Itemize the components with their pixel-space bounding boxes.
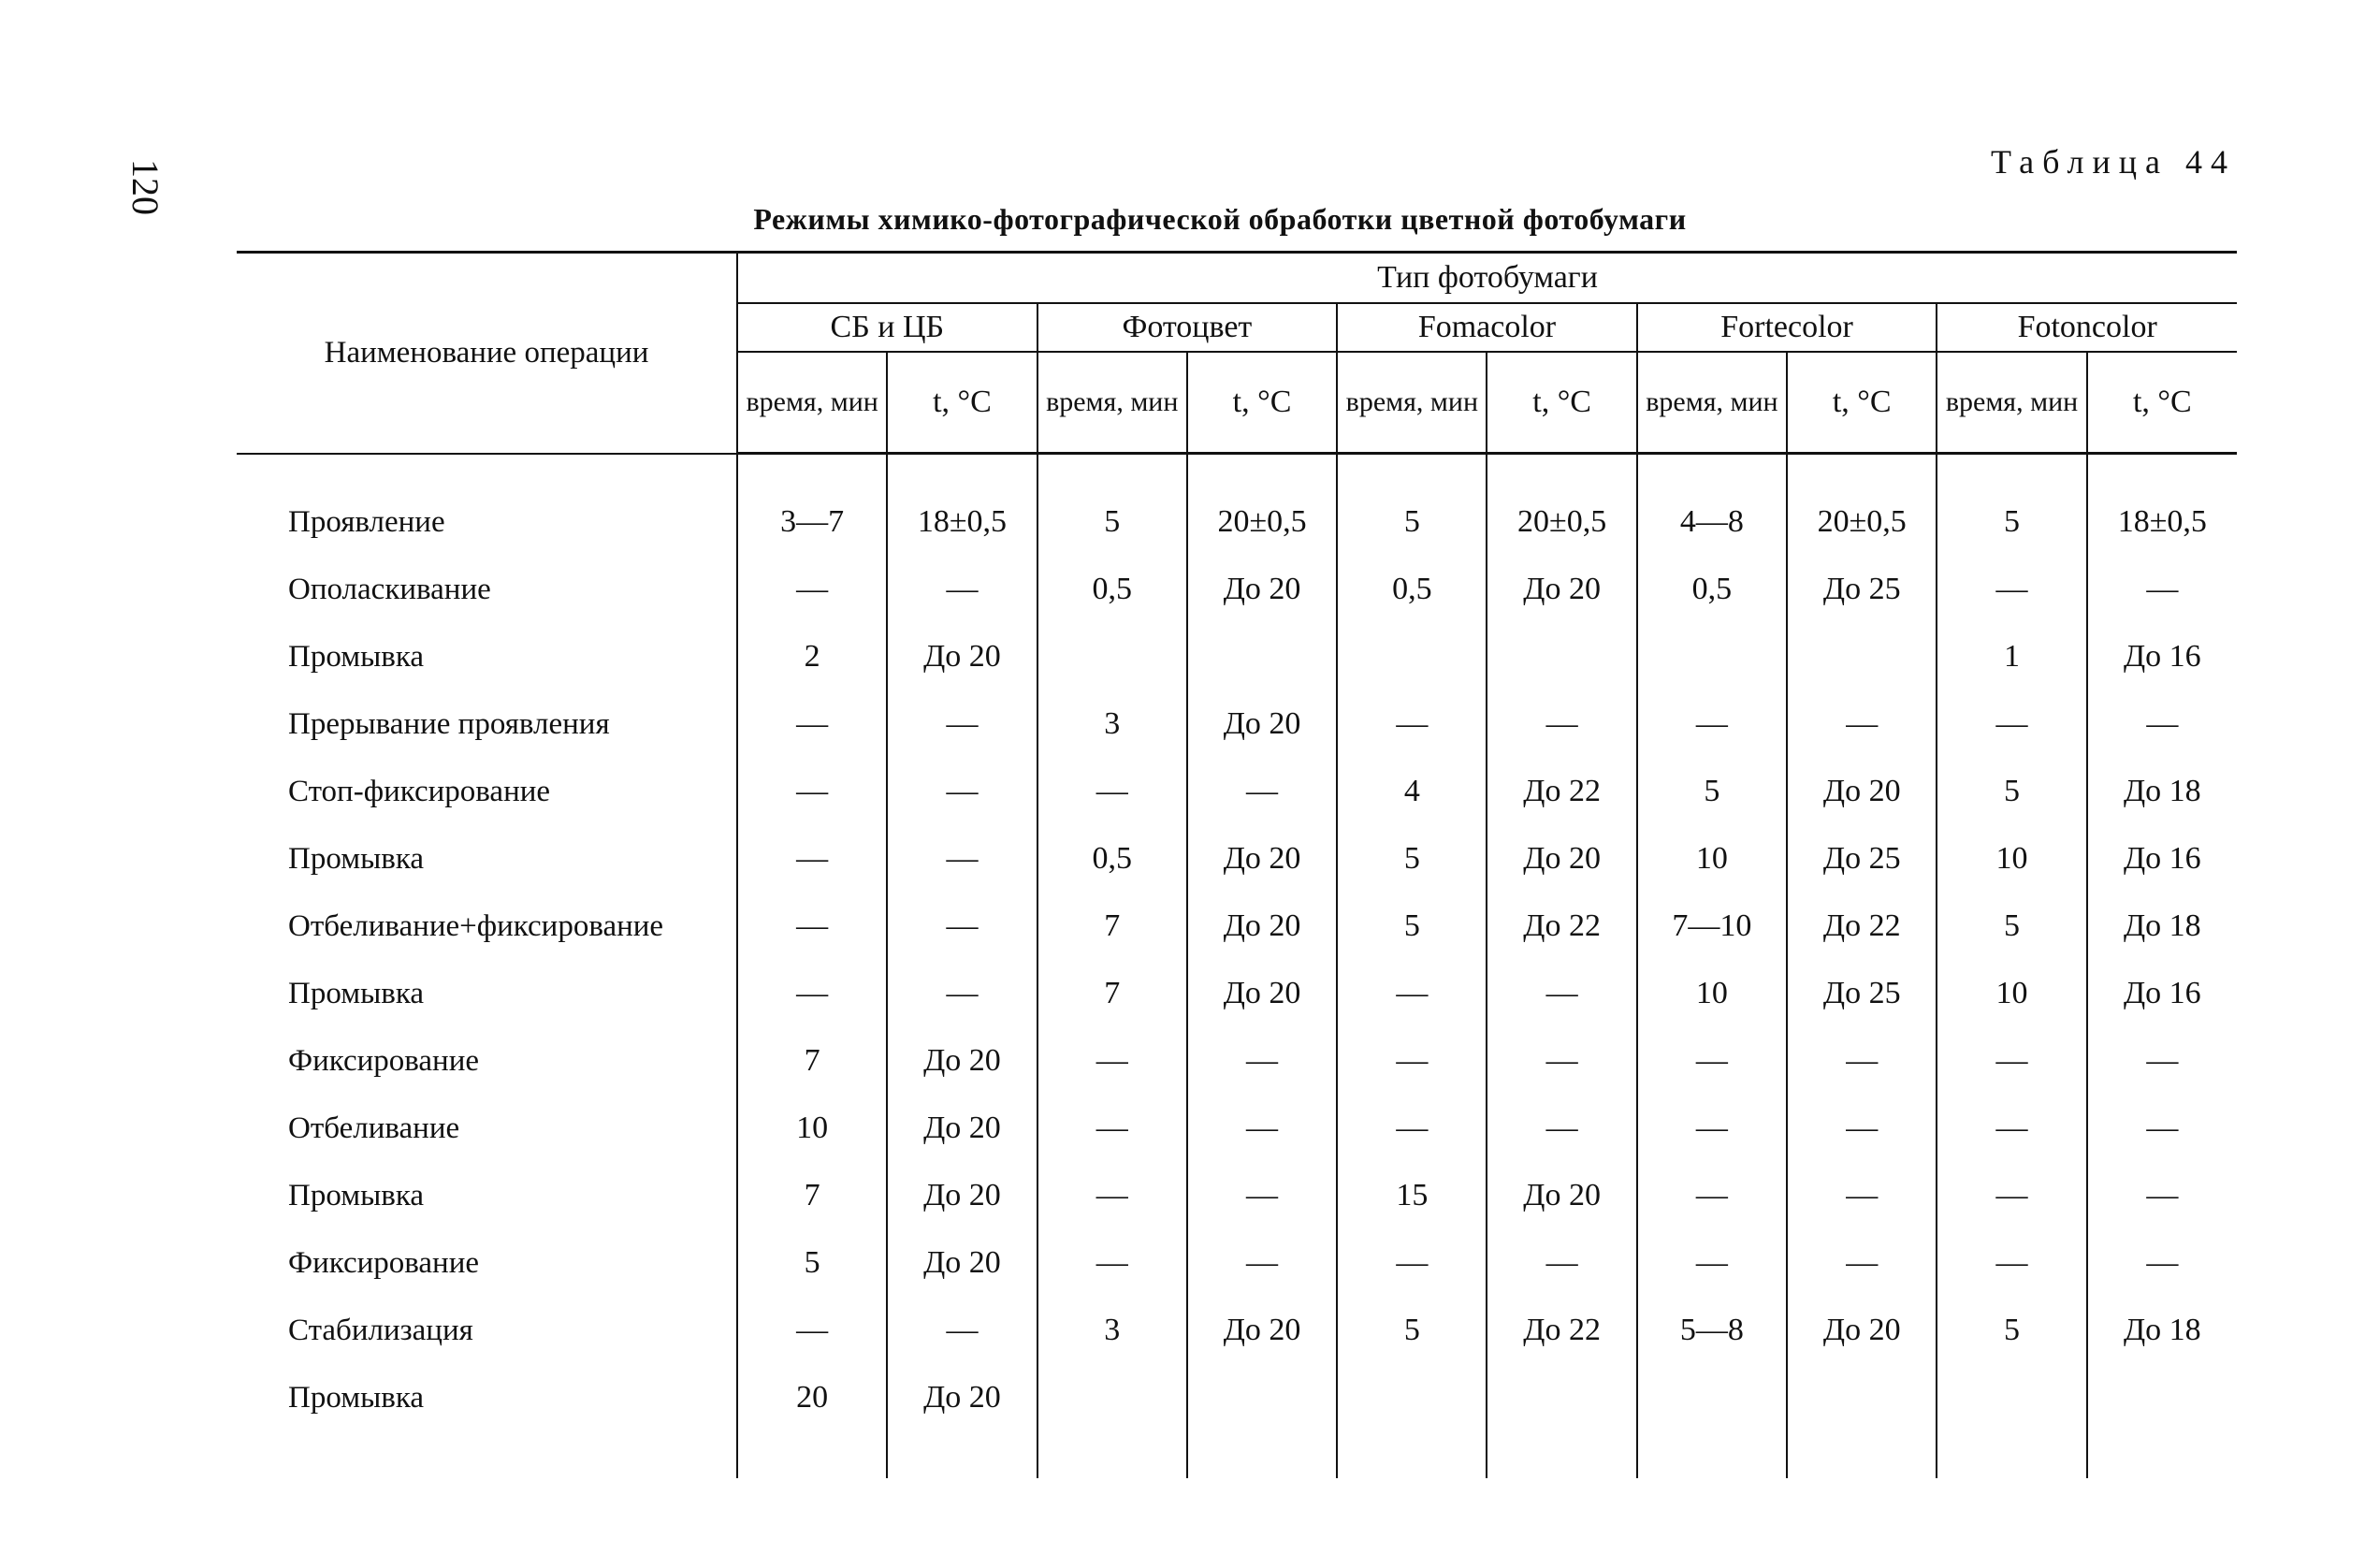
time-cell: — xyxy=(1637,1027,1787,1095)
operation-name-cell: Промывка xyxy=(288,1381,425,1415)
operation-name-cell: Ополаскивание xyxy=(288,573,491,606)
operation-column-header: Наименование операции xyxy=(237,253,737,454)
group-header-fomacolor: Fomacolor xyxy=(1337,303,1637,352)
time-cell: — xyxy=(737,825,887,893)
time-cell: 10 xyxy=(1937,960,2086,1027)
group-header-sb-cb: СБ и ЦБ xyxy=(737,303,1037,352)
temperature-cell: — xyxy=(1787,1229,1937,1297)
time-subheader: время, мин xyxy=(737,352,887,454)
time-cell: — xyxy=(737,1297,887,1364)
temperature-cell: — xyxy=(1487,1229,1636,1297)
time-cell: — xyxy=(1337,1027,1487,1095)
time-cell: — xyxy=(1637,1095,1787,1162)
temperature-cell: До 22 xyxy=(1787,893,1937,960)
time-cell xyxy=(1337,1364,1487,1431)
operation-name-cell: Промывка xyxy=(288,1179,425,1212)
time-cell: 5 xyxy=(1037,488,1187,556)
time-cell: 10 xyxy=(1937,825,2086,893)
temperature-cell: 20±0,5 xyxy=(1187,488,1337,556)
time-cell: 0,5 xyxy=(1037,556,1187,623)
temp-subheader: t, °C xyxy=(887,352,1037,454)
temperature-cell: До 20 xyxy=(1787,1297,1937,1364)
time-cell: — xyxy=(1937,556,2086,623)
time-cell: 5 xyxy=(1637,758,1787,825)
table-row xyxy=(237,1027,2237,1095)
operation-name-cell: Отбеливание xyxy=(288,1111,460,1145)
time-cell: 3 xyxy=(1037,1297,1187,1364)
temperature-cell: До 20 xyxy=(1187,1297,1337,1364)
temperature-cell: — xyxy=(1187,1095,1337,1162)
time-cell: 7 xyxy=(1037,893,1187,960)
time-cell: 5 xyxy=(1937,893,2086,960)
operation-name-cell: Стабилизация xyxy=(288,1314,473,1347)
table-row xyxy=(237,1364,2237,1431)
temperature-cell: До 18 xyxy=(2087,758,2237,825)
temperature-cell: До 20 xyxy=(887,1162,1037,1229)
group-header-fotocvet: Фотоцвет xyxy=(1037,303,1338,352)
temperature-cell: — xyxy=(2087,1095,2237,1162)
time-cell: 4—8 xyxy=(1637,488,1787,556)
operation-name-cell: Отбеливание+фиксирование xyxy=(288,909,664,943)
time-cell: — xyxy=(1037,1229,1187,1297)
temperature-cell: До 25 xyxy=(1787,960,1937,1027)
time-cell xyxy=(1637,623,1787,690)
temp-subheader: t, °C xyxy=(1187,352,1337,454)
time-cell: 0,5 xyxy=(1037,825,1187,893)
operation-name-cell: Прерывание проявления xyxy=(288,707,610,741)
temperature-cell: До 18 xyxy=(2087,893,2237,960)
time-cell: 2 xyxy=(737,623,887,690)
operation-name-cell: Фиксирование xyxy=(288,1044,480,1078)
temperature-cell: 18±0,5 xyxy=(887,488,1037,556)
temperature-cell: До 16 xyxy=(2087,960,2237,1027)
time-cell: 15 xyxy=(1337,1162,1487,1229)
temperature-cell: — xyxy=(887,825,1037,893)
time-cell: — xyxy=(737,960,887,1027)
temperature-cell xyxy=(2087,1364,2237,1431)
temperature-cell: До 18 xyxy=(2087,1297,2237,1364)
table-body xyxy=(237,454,2237,1479)
temperature-cell: — xyxy=(2087,1229,2237,1297)
temperature-cell: — xyxy=(1487,1095,1636,1162)
time-cell: — xyxy=(737,758,887,825)
operation-name-cell: Стоп-фиксирование xyxy=(288,775,551,808)
temperature-cell: — xyxy=(1487,960,1636,1027)
operation-name-cell: Промывка xyxy=(288,842,425,876)
temperature-cell: — xyxy=(1787,690,1937,758)
temperature-cell: — xyxy=(887,690,1037,758)
temperature-cell: До 20 xyxy=(1187,690,1337,758)
time-cell xyxy=(1937,1364,2086,1431)
table-row xyxy=(237,1229,2237,1297)
temperature-cell: — xyxy=(1187,1162,1337,1229)
time-cell: 10 xyxy=(1637,825,1787,893)
spacer-cell xyxy=(1787,1431,1937,1478)
spacer-cell xyxy=(237,1431,737,1478)
time-subheader: время, мин xyxy=(1037,352,1187,454)
time-cell: 5 xyxy=(1337,1297,1487,1364)
temperature-cell xyxy=(1787,1364,1937,1431)
temperature-cell: — xyxy=(2087,1027,2237,1095)
temperature-cell: — xyxy=(887,758,1037,825)
time-cell xyxy=(1637,1364,1787,1431)
time-cell: — xyxy=(1937,1095,2086,1162)
table-row xyxy=(237,1297,2237,1364)
table-title-text: Режимы химико-фотографической обработки цветной фотобумаги xyxy=(753,202,1687,236)
time-cell: 20 xyxy=(737,1364,887,1431)
temperature-cell: — xyxy=(1187,1229,1337,1297)
temperature-cell: До 22 xyxy=(1487,1297,1636,1364)
spacer-cell xyxy=(1937,1431,2086,1478)
temperature-cell: До 20 xyxy=(887,1027,1037,1095)
table-spacer-row xyxy=(237,1431,2237,1478)
time-cell: — xyxy=(737,893,887,960)
temp-subheader: t, °C xyxy=(1487,352,1636,454)
time-cell: 7—10 xyxy=(1637,893,1787,960)
spacer-cell xyxy=(1337,1431,1487,1478)
temperature-cell: До 20 xyxy=(1187,825,1337,893)
time-cell: 10 xyxy=(1637,960,1787,1027)
temperature-cell: — xyxy=(1487,690,1636,758)
temperature-cell xyxy=(1187,623,1337,690)
temp-subheader: t, °C xyxy=(1787,352,1937,454)
spacer-cell xyxy=(887,1431,1037,1478)
time-cell: 3 xyxy=(1037,690,1187,758)
temperature-cell: — xyxy=(1187,758,1337,825)
temperature-cell: — xyxy=(1487,1027,1636,1095)
processing-table xyxy=(237,251,2237,1478)
time-cell: 5—8 xyxy=(1637,1297,1787,1364)
temperature-cell: — xyxy=(887,556,1037,623)
spacer-cell xyxy=(1187,1431,1337,1478)
spacer-cell xyxy=(1487,454,1636,489)
temperature-cell: До 20 xyxy=(1187,556,1337,623)
time-cell: 0,5 xyxy=(1637,556,1787,623)
time-cell: — xyxy=(1037,1027,1187,1095)
time-cell: 5 xyxy=(1937,758,2086,825)
temperature-cell: 20±0,5 xyxy=(1487,488,1636,556)
table-label: Таблица 44 xyxy=(1991,143,2236,181)
time-cell: — xyxy=(1637,1162,1787,1229)
temperature-cell: До 22 xyxy=(1487,758,1636,825)
table-row xyxy=(237,758,2237,825)
temperature-cell: До 20 xyxy=(1487,556,1636,623)
temperature-cell: До 20 xyxy=(1787,758,1937,825)
table-header xyxy=(237,253,2237,454)
time-cell xyxy=(1337,623,1487,690)
temperature-cell: До 20 xyxy=(887,1229,1037,1297)
temperature-cell: — xyxy=(887,893,1037,960)
time-cell: — xyxy=(1037,758,1187,825)
spacer-cell xyxy=(887,454,1037,489)
time-cell: — xyxy=(1937,1162,2086,1229)
time-cell: — xyxy=(1337,1095,1487,1162)
temperature-cell: До 20 xyxy=(887,623,1037,690)
temperature-cell: — xyxy=(1787,1095,1937,1162)
group-header-fotoncolor: Fotoncolor xyxy=(1937,303,2237,352)
time-cell: — xyxy=(1937,690,2086,758)
spacer-cell xyxy=(1637,454,1787,489)
operation-name-cell: Промывка xyxy=(288,640,425,674)
time-cell: — xyxy=(1337,1229,1487,1297)
paper-type-header: Тип фотобумаги xyxy=(737,253,2237,304)
time-cell: — xyxy=(1637,690,1787,758)
temperature-cell xyxy=(1487,623,1636,690)
time-cell: 7 xyxy=(737,1162,887,1229)
temperature-cell: — xyxy=(2087,690,2237,758)
operation-name-cell: Фиксирование xyxy=(288,1246,480,1280)
time-cell: — xyxy=(1937,1027,2086,1095)
time-cell xyxy=(1037,623,1187,690)
time-subheader: время, мин xyxy=(1937,352,2086,454)
time-cell: 5 xyxy=(1937,1297,2086,1364)
temperature-cell: — xyxy=(887,1297,1037,1364)
time-cell: — xyxy=(1037,1095,1187,1162)
temperature-cell: 20±0,5 xyxy=(1787,488,1937,556)
spacer-cell xyxy=(737,1431,887,1478)
temperature-cell xyxy=(1787,623,1937,690)
temperature-cell: До 25 xyxy=(1787,825,1937,893)
spacer-cell xyxy=(1187,454,1337,489)
temperature-cell: До 20 xyxy=(1487,825,1636,893)
temp-subheader: t, °C xyxy=(2087,352,2237,454)
time-cell: — xyxy=(1637,1229,1787,1297)
table-row xyxy=(237,1162,2237,1229)
temperature-cell: 18±0,5 xyxy=(2087,488,2237,556)
time-subheader: время, мин xyxy=(1337,352,1487,454)
processing-table-container xyxy=(237,251,2237,1478)
time-cell: — xyxy=(1337,690,1487,758)
temperature-cell: До 25 xyxy=(1787,556,1937,623)
table-row xyxy=(237,623,2237,690)
spacer-cell xyxy=(1337,454,1487,489)
time-cell: 5 xyxy=(1337,825,1487,893)
time-cell: — xyxy=(1937,1229,2086,1297)
table-row xyxy=(237,893,2237,960)
spacer-cell xyxy=(737,454,887,489)
spacer-cell xyxy=(1787,454,1937,489)
table-row xyxy=(237,1095,2237,1162)
temperature-cell: До 20 xyxy=(1187,960,1337,1027)
table-row xyxy=(237,825,2237,893)
time-cell: 5 xyxy=(1937,488,2086,556)
table-row xyxy=(237,960,2237,1027)
time-cell: 4 xyxy=(1337,758,1487,825)
spacer-cell xyxy=(2087,454,2237,489)
table-title xyxy=(0,196,2365,241)
temperature-cell: До 16 xyxy=(2087,623,2237,690)
temperature-cell: — xyxy=(2087,1162,2237,1229)
spacer-cell xyxy=(1487,1431,1636,1478)
group-header-fortecolor: Fortecolor xyxy=(1637,303,1937,352)
operation-name-cell: Проявление xyxy=(288,505,445,539)
temperature-cell xyxy=(1487,1364,1636,1431)
spacer-cell xyxy=(1037,1431,1187,1478)
temperature-cell: До 20 xyxy=(887,1364,1037,1431)
time-subheader: время, мин xyxy=(1637,352,1787,454)
temperature-cell: — xyxy=(887,960,1037,1027)
table-row xyxy=(237,690,2237,758)
temperature-cell xyxy=(1187,1364,1337,1431)
time-cell: 3—7 xyxy=(737,488,887,556)
time-cell xyxy=(1037,1364,1187,1431)
temperature-cell: До 20 xyxy=(1487,1162,1636,1229)
time-cell: — xyxy=(1337,960,1487,1027)
spacer-cell xyxy=(1937,454,2086,489)
time-cell: 5 xyxy=(1337,488,1487,556)
time-cell: — xyxy=(737,556,887,623)
spacer-cell xyxy=(2087,1431,2237,1478)
time-cell: 0,5 xyxy=(1337,556,1487,623)
temperature-cell: — xyxy=(1787,1027,1937,1095)
operation-name-cell: Промывка xyxy=(288,977,425,1010)
time-cell: 10 xyxy=(737,1095,887,1162)
table-row xyxy=(237,556,2237,623)
time-cell: 7 xyxy=(737,1027,887,1095)
table-spacer-row xyxy=(237,454,2237,489)
time-cell: 7 xyxy=(1037,960,1187,1027)
table-row xyxy=(237,488,2237,556)
time-cell: — xyxy=(1037,1162,1187,1229)
temperature-cell: До 20 xyxy=(887,1095,1037,1162)
temperature-cell: — xyxy=(1787,1162,1937,1229)
time-cell: 5 xyxy=(1337,893,1487,960)
temperature-cell: — xyxy=(1187,1027,1337,1095)
page-number: 120 xyxy=(124,159,167,215)
temperature-cell: До 20 xyxy=(1187,893,1337,960)
time-cell: 5 xyxy=(737,1229,887,1297)
time-cell: — xyxy=(737,690,887,758)
temperature-cell: — xyxy=(2087,556,2237,623)
spacer-cell xyxy=(1637,1431,1787,1478)
temperature-cell: До 16 xyxy=(2087,825,2237,893)
spacer-cell xyxy=(237,454,737,489)
spacer-cell xyxy=(1037,454,1187,489)
time-cell: 1 xyxy=(1937,623,2086,690)
temperature-cell: До 22 xyxy=(1487,893,1636,960)
